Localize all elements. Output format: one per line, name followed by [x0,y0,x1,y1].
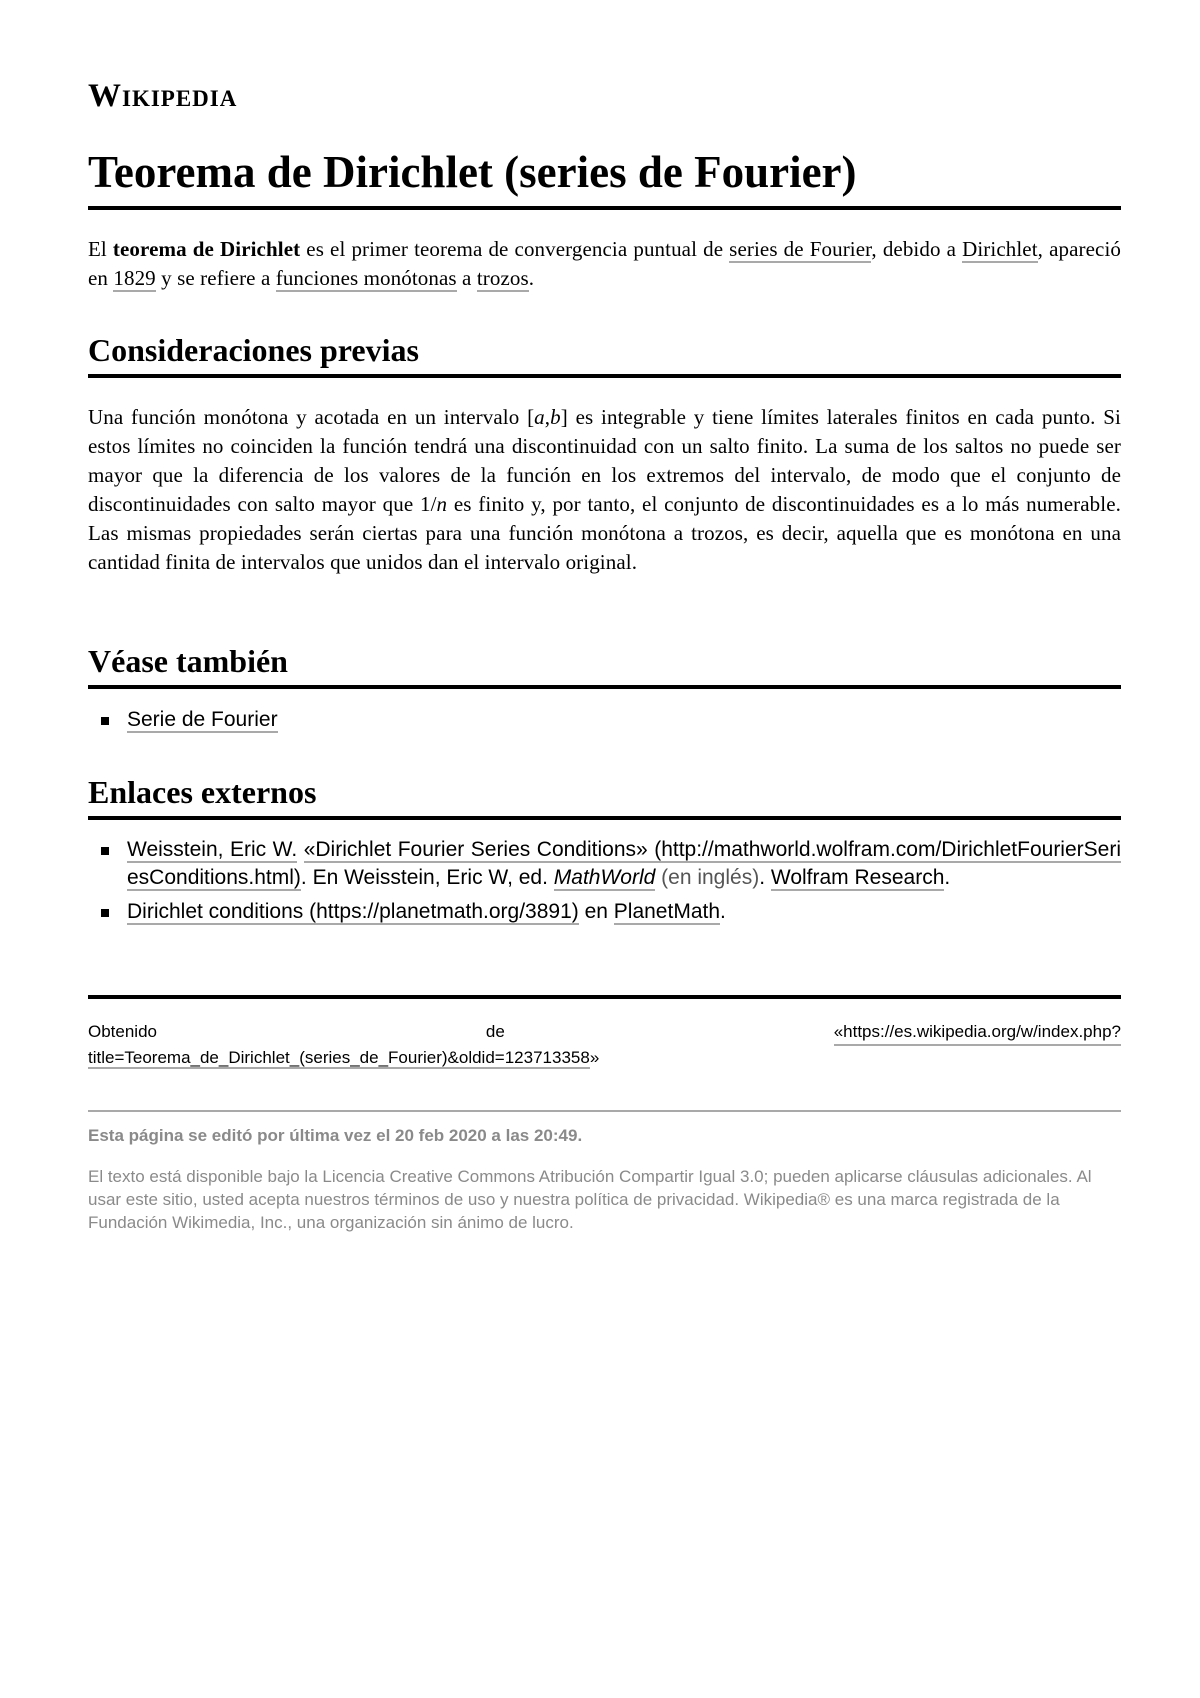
link-funciones-monotonas[interactable]: funciones monótonas [275,266,457,290]
link-mathworld[interactable]: MathWorld [553,866,656,889]
text: . En Weisstein, Eric W, ed. [300,866,554,889]
intro-paragraph [88,235,1121,293]
permanent-link-part1[interactable]: «https://es.wikipedia.org/w/index.php? [834,1020,1121,1046]
retrieved-line [88,1020,1121,1046]
text: es finito y, por tanto, el conjunto de discontinuidades es a lo más numerable. Las mismas propiedades serán ciertas para una función monótona a trozos, es decir, aquella que es monótona en una cantidad finita de intervalos que unidos dan el intervalo original. [88,492,1121,574]
external-links-list [88,836,1121,932]
section-heading-consideraciones: Consideraciones previas [88,333,1121,378]
link-trozos[interactable]: trozos [476,266,529,290]
text: Obtenido [88,1022,157,1041]
math-var: n [436,492,448,516]
bullet-icon [101,717,109,725]
math-var: b [550,405,561,429]
link-series-de-fourier[interactable]: series de Fourier [729,237,872,261]
footer-divider [88,995,1121,999]
retrieved-line [88,1046,1121,1070]
wikipedia-logo[interactable]: Wikipedia [88,78,238,114]
retrieved-from [88,1020,1121,1070]
link-mathworld-article[interactable]: «Dirichlet Fourier Series Conditions» (http://mathworld.wolfram.com/DirichletFourierSeriesConditions.html) [127,838,1121,889]
text: . [759,866,771,889]
text: » [589,1048,600,1067]
text: , apareció en [88,237,1121,290]
license-text: El texto está disponible bajo la Licencia Creative Commons Atribución Compartir Igual 3.0; pueden aplicarse cláusulas adicionales. Al usar este sitio, usted acepta nuestros términos de uso y nuestra política de privacidad. Wikipedia® es una marca registrada de la Fundación Wikimedia, Inc., una organización sin ánimo de lucro. [88,1167,1092,1232]
link-wolfram-research[interactable]: Wolfram Research [770,866,945,889]
last-edited: Esta página se editó por última vez el 20 feb 2020 a las 20:49. [88,1126,583,1145]
page-title: Teorema de Dirichlet (series de Fourier) [88,148,1121,210]
text: es el primer teorema de convergencia puntual de [300,237,730,261]
text: a [456,266,477,290]
text: , [544,405,551,429]
language-note: (en inglés) [655,866,760,889]
list-item [88,898,1121,926]
link-dirichlet[interactable]: Dirichlet [962,237,1038,261]
text: ] es integrable y tiene límites laterales finitos en cada punto. Si estos límites no coinciden la función tendrá una discontinuidad con un salto finito. La suma de los saltos no puede ser mayor que la diferencia de los valores de la función en los extremos del intervalo, de modo que el conjunto de discontinuidades con salto mayor que 1/ [88,405,1121,516]
text: de [485,1022,505,1041]
text: Una función monótona y acotada en un intervalo [ [88,405,535,429]
link-serie-de-fourier[interactable]: Serie de Fourier [127,708,278,731]
section-heading-enlaces: Enlaces externos [88,775,1121,820]
link-year[interactable]: 1829 [113,266,156,290]
see-also-list [88,706,1121,740]
section-heading-vease: Véase también [88,644,1121,689]
bold-term: teorema de Dirichlet [112,237,301,261]
text [297,838,304,861]
text: El [88,237,113,261]
link-planetmath[interactable]: PlanetMath [613,900,721,923]
text: , debido a [871,237,963,261]
text: en [578,900,614,923]
consideraciones-paragraph [88,403,1121,577]
bullet-icon [101,909,109,917]
bullet-icon [101,847,109,855]
permanent-link-part2[interactable]: title=Teorema_de_Dirichlet_(series_de_Fourier)&oldid=123713358 [88,1048,590,1067]
text: . [944,866,951,889]
math-var: a [534,405,545,429]
list-item [88,836,1121,892]
text: . [720,900,726,923]
link-planetmath-article[interactable]: Dirichlet conditions (https://planetmath.org/3891) [127,900,579,923]
text: . [528,266,535,290]
link-weisstein[interactable]: Weisstein, Eric W. [127,838,298,861]
list-item [88,706,1121,734]
text: y se refiere a [155,266,276,290]
footer-gray-divider [88,1110,1121,1112]
